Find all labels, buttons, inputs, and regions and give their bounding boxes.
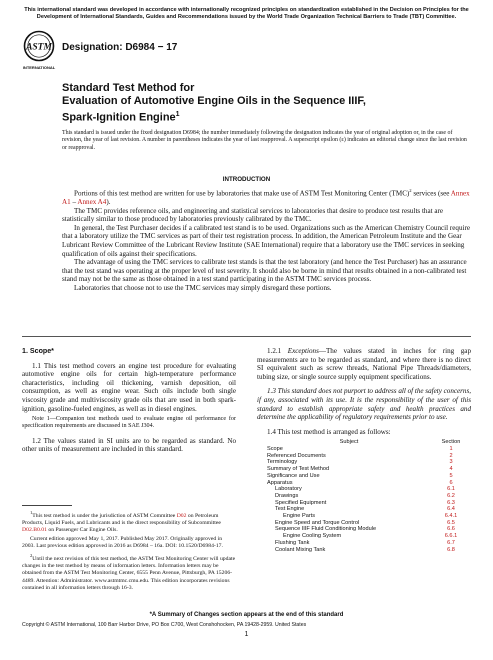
subject-header: Subject (339, 439, 359, 446)
scope-heading: 1. Scope* (22, 347, 54, 355)
intro-paragraph-3: In general, the Test Purchaser decides if a calibrated test stand is to be used. Organizations such as the American Chemistry Council require that a laboratory utilize the TMC services as part of their test registration process. In addition, the American Petroleum Institute and the Gear Lubricant Review Committee of the Lubricant Review Institute (SAE International) require that a laboratory use the TMC services in seeking qualification of oils against their specifications. (62, 223, 470, 258)
contents-body (267, 446, 471, 553)
title-footnote-mark: 1 (175, 111, 180, 118)
title-line-1: Standard Test Method for (62, 82, 195, 94)
footnote-2-mark: 2 (30, 553, 33, 559)
contents-row (267, 506, 471, 513)
title-line-3 (62, 108, 452, 125)
contents-subject: Specified Equipment (275, 499, 327, 506)
contents-section-link[interactable]: 6 (449, 479, 453, 486)
contents-subject: Coolant Mixing Tank (275, 546, 326, 553)
contents-subject: Flushing Tank (275, 539, 310, 546)
summary-of-changes-note: *A Summary of Changes section appears at the end of this standard (149, 612, 344, 618)
introduction-body (62, 187, 472, 292)
scope-1-1: 1.1 This test method covers an engine test procedure for evaluating automotive engine oils for certain high-temperature performance characteristics, including oil thickening, varnish deposition, oil consumption, as well as engine wear. Such oils include both single viscosity grade and multiviscosity grade oils that are used in both spark-ignition, gasoline-fueled engines, as well as in diesel engines. (22, 361, 236, 413)
section-1-3-safety: 1.3 This standard does not purport to address all of the safety concerns, if any, associated with its use. It is the responsibility of the user of this standard to establish appropriate safety and health practices and determine the applicability of regulatory requirements prior to use. (257, 387, 472, 422)
contents-subject: Significance and Use (267, 472, 320, 479)
footnote-2-text: Until the next revision of this test method, the ASTM Test Monitoring Center will update changes in the test method by means of information letters. Information letters may be obtained from the ASTM Test Monitoring Center, 6555 Penn Avenue, Pittsburgh, PA 15206-4489. Attention: Administrator. www.astmtmc.cmu.edu. This edition incorporates revisions contained in all information letters through 16-3. (22, 556, 236, 591)
document-title (62, 82, 452, 125)
intro-paragraph-4: The advantage of using the TMC services to calibrate test stands is that the test laboratory (and hence the Test Purchaser) has an assurance that the test stand was operating at the proper level of test severity. It should also be borne in mind that results obtained in a non-calibrated test stand may not be the same as those obtained in a test stand participating in the ASTM TMC services process. (62, 258, 467, 284)
contents-subject: Engine Speed and Torque Control (275, 519, 360, 526)
annex-a4-link[interactable]: Annex A4 (77, 197, 107, 206)
contents-subject: Test Engine (275, 506, 305, 513)
contents-subject: Drawings (275, 492, 299, 499)
designation: Designation: D6984 − 17 (62, 42, 178, 53)
footnote-1-current-edition: Current edition approved May 1, 2017. Published May 2017. Originally approved in 2003. Last previous edition approved in 2016 as D6984 – 16a. DOI: 10.1520/D6984-17. (22, 536, 223, 550)
annex-a1-link[interactable]: Annex A1 (62, 189, 470, 206)
title-line-3-text: Spark-Ignition Engine (62, 111, 176, 124)
contents-subject: Laboratory (275, 486, 302, 493)
intro-paragraph-5: Laboratories that choose not to use the TMC services may simply disregard these portions. (74, 283, 332, 292)
intro-paragraph-2: The TMC provides reference oils, and engineering and statistical services to laboratories that desire to produce test results that are statistically similar to those produced by laboratories previously calibrated by the TMC. (62, 206, 444, 224)
contents-subject: Engine Parts (283, 513, 316, 520)
contents-subject: Engine Cooling System (283, 533, 342, 540)
intro-p1-dash: – (70, 197, 78, 206)
logo-subtext: INTERNATIONAL (22, 65, 56, 70)
contents-section-link[interactable]: 6.2 (447, 492, 455, 499)
section-divider (22, 336, 471, 337)
footnote-2 (22, 552, 236, 591)
contents-section-link[interactable]: 1 (449, 446, 453, 453)
intro-paragraph-1 (62, 187, 472, 207)
contents-row (267, 547, 471, 554)
contents-section-link[interactable]: 6.4.1 (444, 513, 458, 520)
contents-row (267, 446, 471, 453)
wto-notice: This international standard was developed in accordance with internationally recognized principles on standardization established in the Decision on Principles for the Development of International Standards, Guides and Recommendations issued by the World Trade Organization Technical Barriers to Trade (TBT) Committee. (24, 7, 469, 20)
contents-subject: Apparatus (267, 479, 293, 486)
contents-section-link[interactable]: 6.3 (447, 499, 455, 506)
contents-header-row (267, 439, 471, 446)
contents-row (267, 540, 471, 547)
contents-row (267, 473, 471, 480)
contents-section-link[interactable]: 6.7 (447, 539, 455, 546)
footnote-1-text-c: on Passenger Car Engine Oils. (46, 527, 118, 534)
contents-row (267, 500, 471, 507)
logo-text: ASTM (26, 42, 52, 53)
subcommittee-link[interactable]: D02.B0.01 (22, 527, 47, 534)
section-1-4: 1.4 This test method is arranged as follows: (267, 427, 391, 436)
contents-row (267, 453, 471, 460)
contents-section-link[interactable]: 2 (449, 452, 453, 459)
contents-row (267, 533, 471, 540)
contents-section-link[interactable]: 3 (449, 459, 453, 466)
contents-row (267, 466, 471, 473)
contents-row (267, 520, 471, 527)
right-column (257, 347, 471, 553)
contents-subject: Sequence IIIF Fluid Conditioning Module (275, 526, 377, 533)
page-number: 1 (244, 631, 249, 638)
contents-section-link[interactable]: 6.8 (447, 546, 455, 553)
contents-section-link[interactable]: 6.1 (447, 486, 455, 493)
intro-p1-footnote: 2 (409, 188, 412, 193)
contents-row (267, 480, 471, 487)
copyright: Copyright © ASTM International, 100 Barr Harbor Drive, PO Box C700, West Conshohocken, PA 19428-2959. United States (22, 622, 307, 628)
contents-row (267, 459, 471, 466)
section-1-2-1-label: 1.2.1 (267, 347, 288, 355)
introduction-heading: INTRODUCTION (222, 176, 271, 183)
footnote-1-text-b: on Petroleum Products, Liquid Fuels, and Lubricants and is the direct responsibility of Subcommittee (22, 512, 221, 526)
contents-section-link[interactable]: 6.6.1 (444, 533, 458, 540)
issued-note: This standard is issued under the fixed designation D6984; the number immediately following the designation indicates the year of original adoption or, in the case of revision, the year of last revision. A number in parentheses indicates the year of last reapproval. A superscript epsilon (ε) indicates an editorial change since the last revision or reapproval. (62, 130, 467, 151)
contents-row (267, 513, 471, 520)
footnote-1 (22, 509, 236, 534)
astm-logo (22, 30, 56, 72)
note-1: Note 1—Companion test methods used to evaluate engine oil performance for specification requirements are discussed in SAE J304. (22, 416, 236, 430)
title-line-2: Evaluation of Automotive Engine Oils in the Sequence IIIF, (62, 95, 366, 107)
contents-row (267, 526, 471, 533)
contents-section-link[interactable]: 5 (449, 472, 453, 479)
contents-subject: Terminology (267, 459, 298, 466)
intro-p1-end: ). (106, 197, 111, 206)
scope-1-2: 1.2 The values stated in SI units are to be regarded as standard. No other units of measurement are included in this standard. (22, 436, 236, 454)
contents-row (267, 486, 471, 493)
contents-subject: Scope (267, 446, 283, 453)
intro-p1-tail: services (see (411, 189, 451, 198)
footnote-1-text-a: This test method is under the jurisdiction of ASTM Committee (32, 512, 177, 519)
section-header: Section (441, 439, 461, 446)
contents-row (267, 493, 471, 500)
contents-section-link[interactable]: 4 (449, 466, 453, 473)
contents-section-link[interactable]: 6.5 (447, 519, 455, 526)
footnote-1-mark: 1 (30, 510, 33, 515)
contents-subject: Referenced Documents (267, 452, 326, 459)
contents-table (267, 439, 471, 553)
footnote-rule (22, 505, 72, 506)
committee-d02-link[interactable]: D02 (176, 512, 187, 519)
footnotes (22, 509, 236, 594)
section-1-2-1 (257, 347, 471, 381)
left-column (22, 347, 236, 454)
contents-section-link[interactable]: 6.4 (447, 506, 455, 513)
contents-subject: Summary of Test Method (267, 466, 330, 473)
intro-p1-text: Portions of this test method are written for use by laboratories that make use of ASTM Test Monitoring Center (TMC) (74, 189, 410, 198)
section-1-2-1-text: —The values stated in inches for ring gap measurements are to be regarded as standard, and where there is no direct SI equivalent such as screw threads, National Pipe Threads/diameters, tubing size, or single source supply equipment specifications. (257, 347, 471, 381)
contents-section-link[interactable]: 6.6 (447, 526, 455, 533)
exceptions-label: Exceptions (287, 347, 319, 355)
